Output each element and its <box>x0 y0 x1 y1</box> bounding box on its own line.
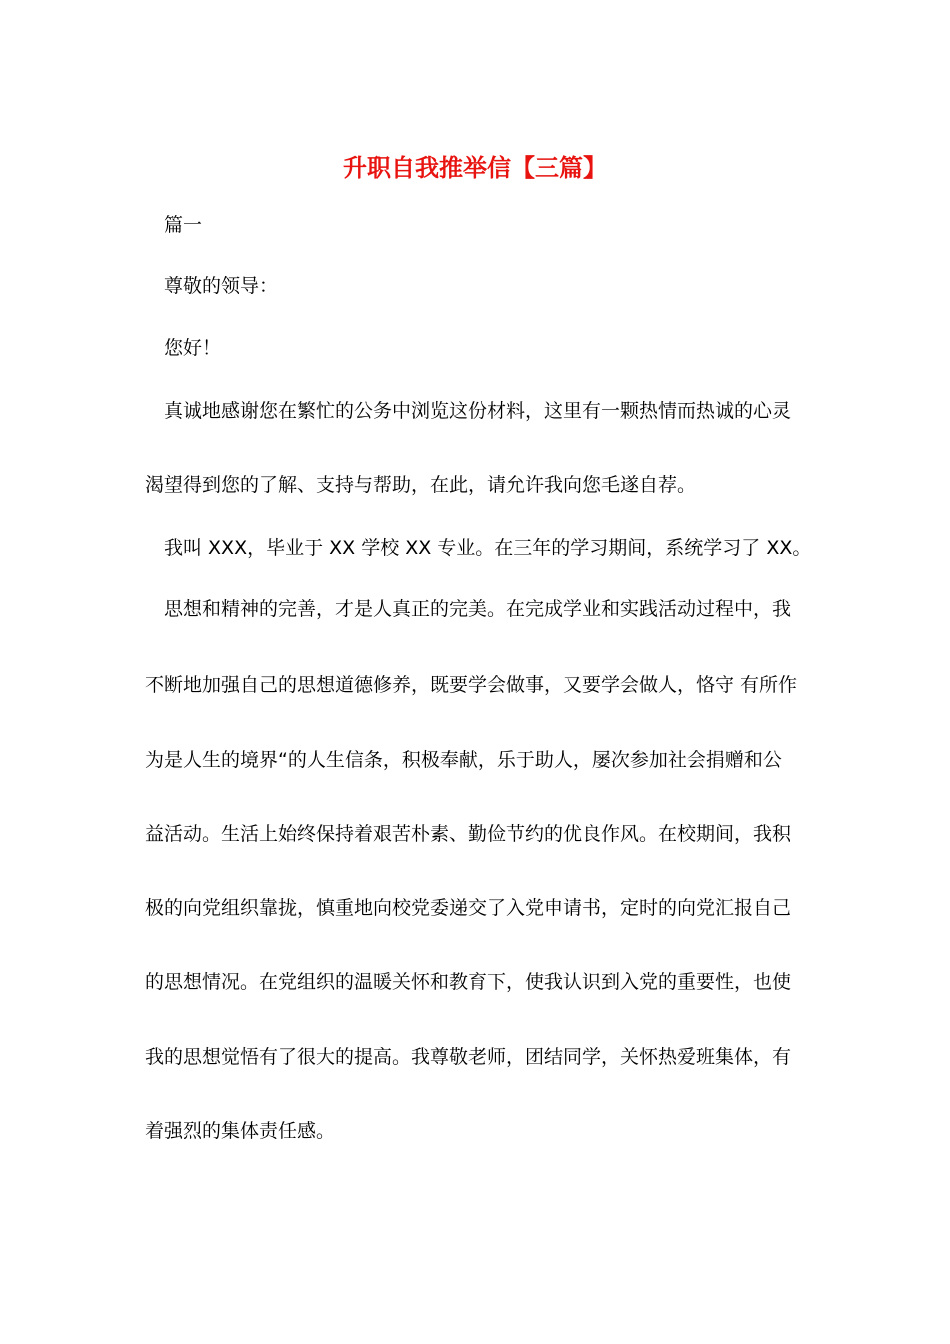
document-title: 升职自我推举信【三篇】 <box>343 153 607 182</box>
paragraph-line: 为是人生的境界“的人生信条，积极奉献，乐于助人，屡次参加社会捐赠和公 <box>145 749 782 771</box>
section-heading: 篇一 <box>164 214 203 236</box>
paragraph-line: 极的向党组织靠拢，慎重地向校党委递交了入党申请书，定时的向党汇报自己 <box>145 897 792 919</box>
paragraph-line: 思想和精神的完善，才是人真正的完美。在完成学业和实践活动过程中，我 <box>164 598 792 620</box>
greeting: 您好！ <box>164 337 222 359</box>
paragraph-line: 渴望得到您的了解、支持与帮助，在此，请允许我向您毛遂自荐。 <box>145 474 697 496</box>
paragraph-line: 着强烈的集体责任感。 <box>145 1120 336 1142</box>
paragraph-line: 不断地加强自己的思想道德修养，既要学会做事，又要学会做人，恪守 有所作 <box>145 674 798 696</box>
salutation: 尊敬的领导： <box>164 275 279 297</box>
paragraph-line: 真诚地感谢您在繁忙的公务中浏览这份材料，这里有一颗热情而热诚的心灵 <box>164 400 792 422</box>
paragraph-line: 我叫 XXX，毕业于 XX 学校 XX 专业。在三年的学习期间，系统学习了 XX。 <box>164 537 812 559</box>
paragraph-line: 的思想情况。在党组织的温暖关怀和教育下，使我认识到入党的重要性，也使 <box>145 971 792 993</box>
paragraph-line: 益活动。生活上始终保持着艰苦朴素、勤俭节约的优良作风。在校期间，我积 <box>145 823 792 845</box>
paragraph-line: 我的思想觉悟有了很大的提高。我尊敬老师，团结同学，关怀热爱班集体，有 <box>145 1046 792 1068</box>
